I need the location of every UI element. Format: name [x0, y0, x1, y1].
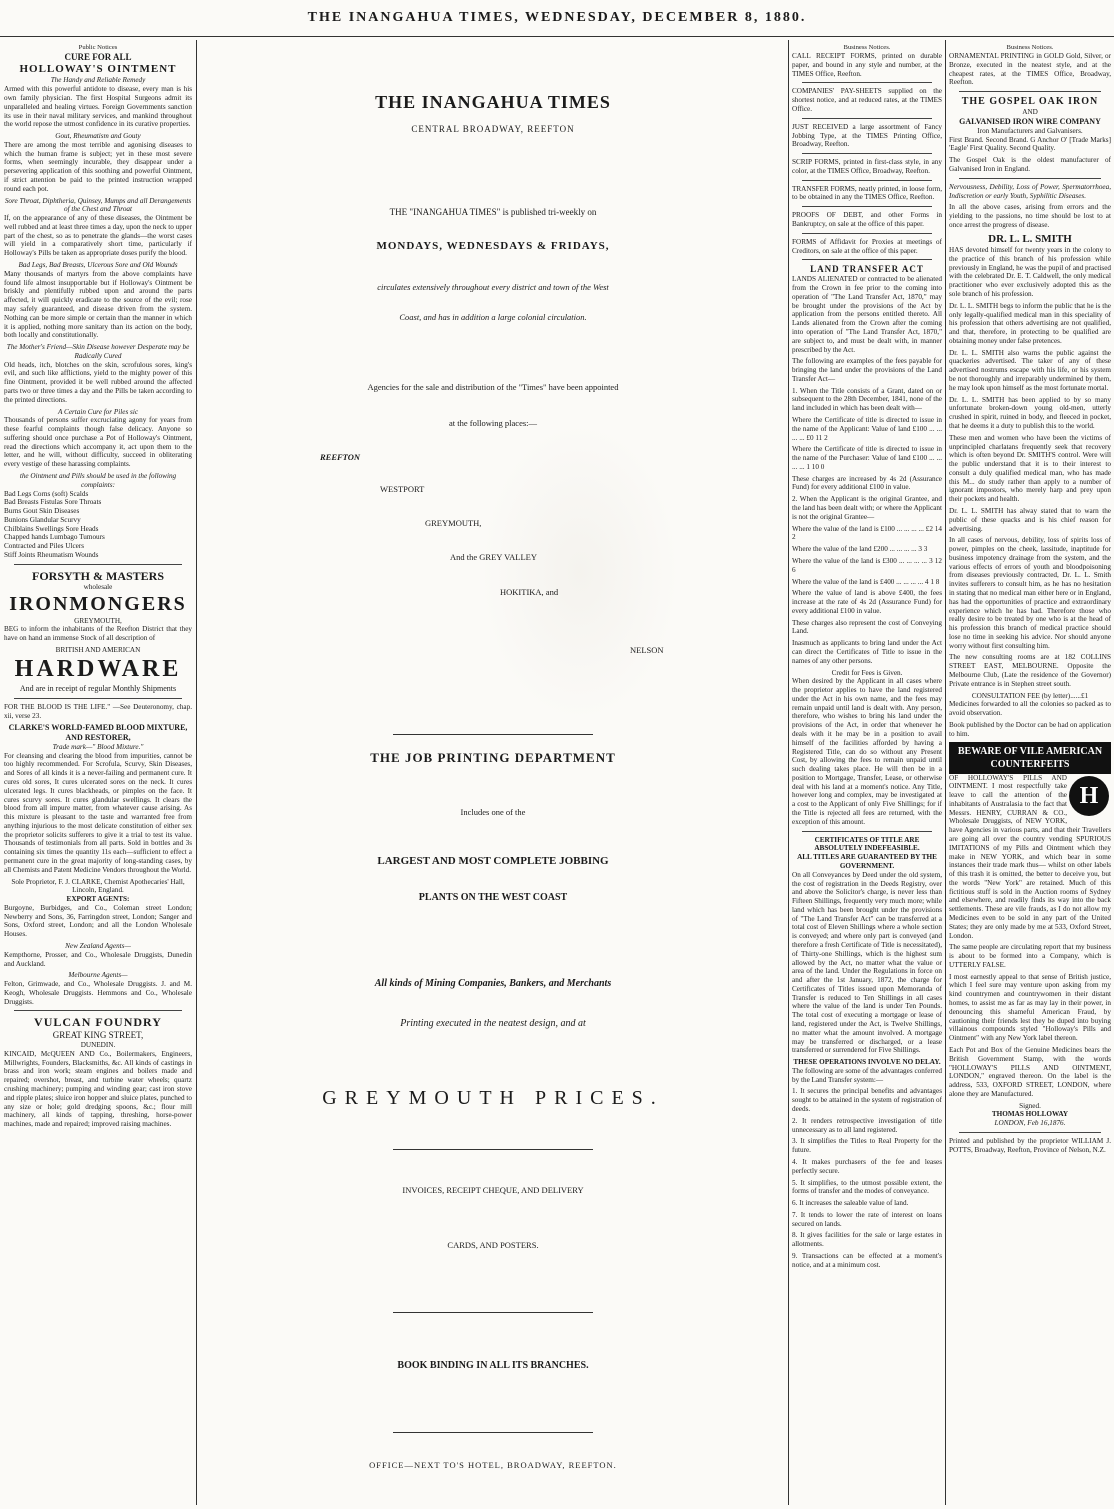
largest-line: LARGEST AND MOST COMPLETE JOBBING: [377, 855, 609, 867]
advantage-item: 9. Transactions can be effected at a moment's notice, and at a minimum cost.: [792, 1251, 942, 1269]
book-binding-line: BOOK BINDING IN ALL ITS BRANCHES.: [397, 1360, 589, 1371]
business-notices-column-1: [792, 44, 942, 1506]
call-receipt-notice: CALL RECEIPT FORMS, printed on durable paper, and bound in any style and number, at the TIMES Office, Reefton.: [792, 52, 942, 78]
fee-row: 2. When the Applicant is the original Grantee, and the land has been dealt with; or where the Applicant is not the original Grantee—: [792, 495, 942, 521]
no-delay-heading: THESE OPERATIONS INVOLVE NO DELAY.: [793, 1058, 941, 1067]
credit-heading: Credit for Fees is Given.: [831, 668, 903, 677]
brands-line: First Brand. Second Brand. G Anchor O' [Trade Marks] 'Eagle' First Quality. Second Quality.: [949, 135, 1111, 153]
invoices-line: INVOICES, RECEIPT CHEQUE, AND DELIVERY: [402, 1185, 584, 1195]
sole-proprietor: Sole Proprietor, F. J. CLARKE, Chemist Apothecaries' Hall, Lincoln, England.: [11, 877, 185, 895]
melbourne-agents-list: Felton, Grimwade, and Co., Wholesale Druggists. J. and M. Keogh, Wholesale Druggists. Hemmons and Co., Wholesale Druggists.: [4, 980, 192, 1006]
advantage-item: 1. It secures the principal benefits and advantages sought to be attained in the system of registration of deeds.: [792, 1087, 942, 1114]
complaint-row: Chapped hands Lumbago Tumours: [4, 533, 105, 542]
beware-banner: BEWARE OF VILE AMERICAN COUNTERFEITS: [949, 742, 1111, 774]
handy-subheading: The Handy and Reliable Remedy: [50, 76, 146, 85]
times-advertisement: [200, 42, 786, 1502]
and-label: AND: [1022, 108, 1038, 117]
dr-smith-paragraph-3: Dr. L. L. SMITH also warns the public against the quackeries advertised. The taker of any of these advertised nostrums escape with his life, or his system be not thoroughly and irreparably undermined by them, he may look upon himself as the most fortunate mortal.: [949, 348, 1111, 392]
dr-smith-paragraph-1: HAS devoted himself for twenty years in the colony to the practice of this branch of his profession while previously in England, he was the pupil of and practised with the celebrated Dr. E. T. Caldwell, the only medical practitioner who ever exclusively adopted this as the sole branch of his profession.: [949, 246, 1111, 298]
dr-smith-paragraph-5: These men and women who have been the victims of unprincipled charlatans frequently seek that recovery which is often beyond Dr. SMITH'S control. Were will the public understand that it is to their interest to consult a duly qualified medical man, who has made this M... do study rather than apply to a number of ignorant impostors, who merely harp and prey upon their pockets and health.: [949, 433, 1111, 504]
divider-4: [200, 1420, 786, 1438]
circulates-line: circulates extensively throughout every district and town of the West: [377, 282, 609, 292]
place-reefton: REEFTON: [320, 452, 360, 462]
affidavit-forms-notice: FORMS of Affidavit for Proxies at meetings of Creditors, on sale at the office of this paper.: [792, 237, 942, 255]
vulcan-foundry-heading: VULCAN FOUNDRY: [34, 1015, 162, 1030]
cure-heading: CURE FOR ALL: [64, 52, 132, 63]
guarantee-paragraph: On all Conveyances by Deed under the old system, the cost of registration in the Deeds Registry, over and above the Solicitor's charge, is never less than Fifteen Shillings, frequently very much more; while land which has been brought under the provisions of "The Land Transfer Act" can be transferred at a total cost of Eleven Shillings where a whole section is conveyed; and where only part is conveyed (and therefore a fresh Certificate of Title is necessitated), of Thirty-one Shillings, which is the highest sum allowed by the Act, no matter what the value or area of the land. Under the Regulations in force on and after the 1st January, 1872, the charge for Certificates of Titles issued upon Memoranda of Transfer is reduced to Ten Shillings in all cases where the value of the land is under Ten Pounds. The total cost of executing a mortgage or lease of land, registered under the Act, is Twelve Shillings, no matter what the amount involved. A mortgage may be transferred or discharged, or a lease transferred or surrendered for Five Shillings.: [792, 870, 942, 1055]
vulcan-paragraph: KINCAID, McQUEEN AND Co., Boilermakers, Engineers, Millwrights, Founders, Blacksmiths, &c. All kinds of castings in brass and iron work; steam engines and boilers made and repaired; overshot, breast, and turbine water wheels; quartz crushing machinery; pumping and winding gear; cast iron stove and ripple plates; sluice iron hopper and sluice plates, punched to any size or hole; gold dredging spoons, &c.; flour mill machinery, all kinds of tapping, threshing, horse-power machines, made and repaired; improved raising machines.: [4, 1049, 192, 1129]
greymouth-prices: GREYMOUTH PRICES.: [322, 1087, 664, 1109]
place-westport: WESTPORT: [380, 484, 425, 494]
bad-legs-subheading: Bad Legs, Bad Breasts, Ulcerous Sore and Old Wounds: [18, 261, 178, 270]
fee-row: Where the Certificate of title is directed to issue in the name of the Purchaser: Value of land £100 ... ... ... ... 1 10 0: [792, 445, 942, 471]
ironmongers-heading: IRONMONGERS: [9, 593, 187, 616]
galvanised-heading: GALVANISED IRON WIRE COMPANY: [959, 117, 1101, 127]
credit-paragraph: When desired by the Applicant in all cases where the proprietor applies to have the land registered under the Act in his own name, and the fees may remain unpaid until land is dealt with. Any person, therefore, who wishes to bring his land under the provisions of the Act, in order that whenever he deals with it he may be in a position to avail himself of the facilities afforded by having a Registered Title, can do so without any Present Cost, by allowing the fees to remain unpaid until such dealing takes place. He will then be in a position to Mortgage, Transfer, Lease, or otherwise deal with his land at a moment's notice. Any Title, however long and complex, may be investigated at a cost to the Applicant of only Five Shillings; for if the Title is rejected all fees are returned, with the exception of this amount.: [792, 677, 942, 826]
column-rule-1: [196, 40, 197, 1505]
medicines-forwarded: Medicines forwarded to all the colonies so packed as to avoid observation.: [949, 700, 1111, 718]
places-intro: at the following places:—: [448, 418, 538, 428]
holloway-warning-1: OF HOLLOWAY'S PILLS AND OINTMENT. I most respectfully take leave to call the attention of the inhabitants of Australasia to the fact that Messrs. HENRY, CURRAN & CO., Wholesale Druggists, of NEW YORK, have Agencies in various parts, and that their Travellers are going all over the country vending SPURIOUS IMITATIONS of my Pills and Ointment which they make in NEW YORK, and which bear in some instances their trade mark thus— whilst on other labels of this trash it is omitted, the better to deceive you, but the words "New York" are retained. Much of this fictitious stuff is sold in the Auction rooms of Sydney and elsewhere, and readily finds its way into the back settlements. These are vile frauds, as I do not allow my Medicines even to be sold in any part of the United States; they are only made by me at 533, Oxford Street, London.: [949, 773, 1111, 940]
fees-intro: The following are examples of the fees payable for bringing the land under the provisions of the Land Transfer Act—: [792, 357, 942, 383]
dunedin-label: DUNEDIN.: [80, 1041, 116, 1050]
london-date: LONDON, Feb 16,1876.: [994, 1119, 1066, 1128]
pay-sheets-notice: COMPANIES' PAY-SHEETS supplied on the shortest notice, and at reduced rates, at the TIMES Office.: [792, 87, 942, 113]
certificates-heading: CERTIFICATES OF TITLE ARE ABSOLUTELY INDEFEASIBLE.: [814, 835, 920, 853]
trade-mark-label: Trade mark—" Blood Mixture.": [52, 742, 144, 751]
left-column: [4, 44, 192, 1506]
office-line: OFFICE—NEXT TO'S HOTEL, BROADWAY, REEFTON.: [369, 1460, 617, 1470]
column-rule-3: [945, 40, 946, 1505]
coast-line: Coast, and has in addition a large colonial circulation.: [399, 312, 587, 322]
holloway-paragraph-3: If, on the appearance of any of these diseases, the Ointment be well rubbed and at least three times a day, upon the neck to upper part of the chest, so as to penetrate the glands—the worst cases will yield in a comparatively short time, particularly if Holloway's Pills be taken as appropriate doses purify the blood.: [4, 214, 192, 258]
lands-alienated-paragraph: LANDS ALIENATED or contracted to be alienated from the Crown in fee prior to the coming into operation of "The Land Transfer Act, 1870," may be brought under the provisions of the Act by application from the persons entitled thereto. All Lands alienated from the Crown after the coming into operation of "The Land Transfer Act, 1870," are subject to, and must be dealt with, in manner prescribed by the Act.: [792, 275, 942, 354]
divider-2: [200, 1137, 786, 1155]
fee-row: These charges are increased by 4s 2d (Assurance Fund) for every additional £100 in value.: [792, 474, 942, 492]
complaint-row: Contracted and Piles Ulcers: [4, 542, 85, 551]
ornamental-printing-notice: ORNAMENTAL PRINTING in GOLD Gold, Silver, or Bronze, executed in the neatest style, and at the cheapest rates, at the TIMES Office, Broadway, Reefton.: [949, 52, 1111, 87]
cards-line: CARDS, AND POSTERS.: [447, 1240, 539, 1250]
gospel-oak-claim: The Gospel Oak is the oldest manufacturer of Galvanised Iron in England.: [949, 156, 1111, 173]
divider-1: [200, 722, 786, 740]
place-grey-valley: And the GREY VALLEY: [450, 552, 537, 562]
complaints-list: [4, 490, 192, 560]
agencies-line: Agencies for the sale and distribution of the "Times" have been appointed: [367, 382, 619, 392]
job-printing-heading: THE JOB PRINTING DEPARTMENT: [370, 750, 616, 765]
advantage-item: 5. It simplifies, to the utmost possible extent, the forms of transfer and the modes of conveyance.: [792, 1178, 942, 1196]
gout-subheading: Gout, Rheumatism and Gouty: [55, 132, 141, 141]
wholesale-label: wholesale: [83, 583, 113, 592]
advantage-item: 8. It gives facilities for the sale or large estates in allotments.: [792, 1231, 942, 1249]
advantages-intro: The following are some of the advantages conferred by the Land Transfer system:—: [792, 1066, 942, 1084]
great-king-street: GREAT KING STREET,: [52, 1030, 144, 1041]
book-published: Book published by the Doctor can be had on application to him.: [949, 720, 1111, 738]
printing-line: Printing executed in the neatest design, and at: [400, 1018, 586, 1029]
paper-stain: [480, 422, 680, 722]
greymouth-label: GREYMOUTH,: [74, 616, 122, 625]
nervous-heading: Nervousness, Debility, Loss of Power, Spermatorrhoea, Indiscretion or early Youth, Syphilitic Diseases.: [949, 182, 1111, 200]
holloway-paragraph-1: Armed with this powerful antidote to disease, every man is his own family physician. The first Hospital Surgeons admit its unparalleled and healing virtues. Foreign Governments sanction its use in their naval military services, and mankind throughout the world repose the utmost confidence in its curative properties.: [4, 85, 192, 129]
consultation-fee: CONSULTATION FEE (by letter)......£1: [971, 691, 1089, 700]
mothers-friend-subheading: The Mother's Friend—Skin Disease however Desperate may be Radically Cured: [6, 343, 190, 360]
holloway-warning-4: Each Pot and Box of the Genuine Medicines bears the British Government Stamp, with the words "HOLLOWAY'S PILLS AND OINTMENT, LONDON," engraved thereon. On the label is the address, 533, OXFORD STREET, LONDON, where alone they are Manufactured.: [949, 1045, 1111, 1098]
complaint-row: Bad Breasts Fistulas Sore Throats: [4, 498, 102, 507]
fee-row: Where the value of the land is £300 ... ... ... ... 3 12 6: [792, 556, 942, 574]
holloway-warning-3: I most earnestly appeal to that sense of British justice, which I feel sure may venture upon asking from my kind countrymen and countrywomen in their distant homes, to assist me as far as may lay in their power, in denouncing this shameful American Fraud, by cautioning their friends lest they be duped into buying villainous compounds styled "Holloway's Pills and Ointment" with any New York label thereon.: [949, 972, 1111, 1043]
iron-manufacturers: Iron Manufacturers and Galvanisers.: [977, 126, 1083, 135]
forsyth-paragraph: BEG to inform the inhabitants of the Reefton District that they have on hand an immense Stock of all description of: [4, 625, 192, 643]
advantage-item: 6. It increases the saleable value of land.: [792, 1199, 909, 1208]
place-hokitika: HOKITIKA, and: [500, 587, 559, 597]
fee-schedule: [792, 387, 942, 637]
advantage-item: 4. It makes purchasers of the fee and leases perfectly secure.: [792, 1157, 942, 1175]
complaints-heading: the Ointment and Pills should be used in the following complaints:: [19, 472, 177, 489]
thomas-holloway-signature: THOMAS HOLLOWAY: [991, 1110, 1069, 1119]
mining-line: All kinds of Mining Companies, Bankers, and Merchants: [374, 978, 612, 989]
nz-agents-heading: New Zealand Agents—: [65, 942, 131, 950]
fee-row: 1. When the Title consists of a Grant, dated on or subsequent to the 28th December, 1841, none of the land included in which has been dealt with—: [792, 386, 942, 413]
advantages-list: [792, 1087, 942, 1269]
export-agents-heading: EXPORT AGENTS:: [66, 895, 130, 904]
melbourne-agents-heading: Melbourne Agents—: [68, 971, 128, 980]
complaint-row: Burns Gout Skin Diseases: [4, 507, 80, 516]
nz-agents-list: Kempthorne, Prosser, and Co., Wholesale Druggists, Dunedin and Auckland.: [4, 950, 192, 968]
times-address: CENTRAL BROADWAY, REEFTON: [411, 124, 575, 134]
includes-line: Includes one of the: [460, 807, 526, 817]
piles-subheading: A Certain Cure for Piles sic: [57, 407, 139, 416]
sore-throat-subheading: Sore Throat, Diphtheria, Quinsey, Mumps and all Derangements of the Chest and Throat: [4, 196, 192, 214]
dr-smith-paragraph-6: Dr. L. L. SMITH has alway stated that to warn the public of these quacks and is his chief reason for advertising.: [949, 506, 1111, 533]
public-notices-heading: Public Notices: [78, 44, 118, 51]
plants-line: PLANTS ON THE WEST COAST: [418, 892, 568, 903]
forsyth-masters-heading: FORSYTH & MASTERS: [31, 568, 165, 583]
holloway-trademark-icon: H: [1069, 776, 1109, 816]
printed-by-notice: Printed and published by the proprietor WILLIAM J. POTTS, Broadway, Reefton, Province of Nelson, N.Z.: [949, 1136, 1111, 1154]
holloway-warning-2: The same people are circulating report that my business is about to be formed into a Company, which is UTTERLY FALSE.: [949, 943, 1111, 969]
land-transfer-heading: LAND TRANSFER ACT: [810, 264, 924, 275]
advantage-item: 3. It simplifies the Titles to Real Property for the future.: [792, 1137, 942, 1155]
fee-row: Where the value of the land is £100 ... ... ... ... £2 14 2: [792, 524, 942, 542]
hardware-heading: HARDWARE: [14, 655, 182, 682]
times-title: THE INANGAHUA TIMES: [375, 92, 611, 112]
published-line: THE "INANGAHUA TIMES" is published tri-weekly on: [389, 207, 597, 217]
proofs-of-debt-notice: PROOFS OF DEBT, and other Forms in Bankruptcy, on sale at the office of this paper.: [792, 211, 942, 228]
complaint-row: Bad Legs Corns (soft) Scalds: [4, 489, 89, 498]
fee-row: Where the Certificate of title is directed to issue in the name of the Applicant: Value of land £100 ... ... ... ... £0 11 2: [792, 416, 942, 442]
business-notices-column-2: [949, 44, 1111, 1506]
business-notices-heading: Business Notices.: [843, 44, 891, 51]
signed-label: Signed.: [1019, 1101, 1041, 1110]
holloway-paragraph-4: Many thousands of martyrs from the above complaints have found life almost insupportable but if Holloway's Ointment be briskly and plentifully rubbed upon and around the parts affected, it will quickly eradicate to the source of the evil; rose may safely guaranteed, and disease driven from the system. Nothing can be more simple or certain than the manner in which it is applied, nothing more sanitary than its action on the body, both locally and constitutionally.: [4, 269, 192, 340]
dr-smith-paragraph-7: In all cases of nervous, debility, loss of spirits loss of power, pimples on the cheek, lassitude, inaptitude for business impotency drainage from the system, and the various effects of errors of youth and bloodpoisoning from diseases previously contracted, Dr. L. L. Smith invites sufferers to consult him, as he has no hesitation in stating that no medical man either here or in England, has had the opportunities of practice and extraordinary experience which he has had. Therefore those who really desire to be treated by one who is at the head of his profession this branch of medical practice should lose no time in seeking his advice. Nor should anyone worry without first consulting him.: [949, 536, 1111, 650]
fee-row: These charges also represent the cost of Conveying Land.: [792, 618, 942, 636]
blood-quote: FOR THE BLOOD IS THE LIFE." —See Deuteronomy, chap. xii, verse 23.: [4, 702, 192, 720]
divider-3: [200, 1300, 786, 1318]
dr-smith-paragraph-2: Dr. L. L. SMITH begs to inform the public that he is the only legally-qualified medical man in this speciality of his profession that others advertising are not qualified, and that, therefore, in protecting to be qualified are obtaining money under false pretences.: [949, 301, 1111, 345]
dr-smith-heading: DR. L. L. SMITH: [988, 232, 1072, 245]
transfer-forms-notice: TRANSFER FORMS, neatly printed, in loose form, to be obtained in any the TIMES Office, Reefton.: [792, 184, 942, 202]
dr-smith-paragraph-4: Dr. L. L. SMITH has been applied to by so many unfortunate broken-down young old-men, utterly crushed in spirit, ruined in body, and fleeced in pocket, that he deems it a duty to publish this to the world.: [949, 395, 1111, 430]
top-rule: [0, 36, 1114, 37]
complaint-row: Chilblains Swellings Sore Heads: [4, 524, 99, 533]
masthead: THE INANGAHUA TIMES, WEDNESDAY, DECEMBER 8, 1880.: [307, 10, 807, 25]
place-greymouth: GREYMOUTH,: [425, 518, 482, 528]
fee-row: Where the value of the land £200 ... ... ... ... 3 3: [792, 545, 928, 554]
clarkes-heading: CLARKE'S WORLD-FAMED BLOOD MIXTURE, AND RESTORER,: [8, 723, 188, 743]
fee-row: Where the value of land is above £400, the fees increase at the rate of 4s 2d (Assurance Fund) for every additional £100 in value.: [792, 589, 942, 615]
inasmuch-paragraph: Inasmuch as applicants to bring land under the Act can direct the Certificates of Title to issue in the names of any other persons.: [792, 639, 942, 665]
holloway-paragraph-6: Thousands of persons suffer excruciating agony for years from these fearful complaints though false delicacy. Anyone so suffering should once purchase a Pot of Holloway's Ointment, read the directions which accompany it, act upon them to the letter, and he will, without difficulty, succeed in obliterating every vestige of these harassing complaints.: [4, 416, 192, 469]
business-notices-heading-2: Business Notices.: [1006, 44, 1054, 51]
monthly-shipments-label: And are in receipt of regular Monthly Shipments: [19, 684, 177, 693]
fee-row: Where the value of the land is £400 ... ... ... ... 4 1 8: [792, 577, 940, 586]
export-agents-list: Burgoyne, Burbidges, and Co., Coleman street London; Newberry and Sons, 36, Farringdon street, London; Sanger and Sons, Oxford street, London; and all the London Wholesale Houses.: [4, 903, 192, 939]
complaint-row: Bunions Glandular Scurvy: [4, 515, 81, 524]
just-received-notice: JUST RECEIVED a large assortment of Fancy Jobbing Type, at the TIMES Printing Office, Broadway, Reefton.: [792, 122, 942, 149]
holloway-heading: HOLLOWAY'S OINTMENT: [19, 63, 177, 75]
nervous-paragraph: In all the above cases, arising from errors and the yielding to the passions, no time should be lost to at once arrest the progress of disease.: [949, 203, 1111, 229]
guaranteed-heading: ALL TITLES ARE GUARANTEED BY THE GOVERNMENT.: [797, 853, 937, 870]
complaint-row: Stiff Joints Rheumatism Wounds: [4, 551, 99, 560]
scrip-forms-notice: SCRIP FORMS, printed in first-class style, in any color, at the TIMES Office, Broadway, Reefton.: [792, 158, 942, 175]
holloway-paragraph-2: There are among the most terrible and agonising diseases to which the human frame is subject; yet in these most severe forms, when seemingly incurable, they disappear under a persevering application of this soothing and powerful Ointment, if strict attention be paid to the printed instruction wrapped round each pot.: [4, 140, 192, 193]
gospel-oak-heading: THE GOSPEL OAK IRON: [961, 96, 1099, 108]
british-american-label: BRITISH AND AMERICAN: [55, 645, 141, 654]
consulting-rooms: The new consulting rooms are at 182 COLLINS STREET EAST, MELBOURNE. Opposite the Melbourne Club, (Late the residence of the Governor) Private entrance is in Stephen street south.: [949, 653, 1111, 688]
clarke-paragraph: For cleansing and clearing the blood from impurities, cannot be too highly recommended. For Scrofula, Scurvy, Skin Diseases, and Sores of all kinds it is a never-failing and permanent cure. It cures old sores, It cures ulcerated sores on the neck. It cures ulcerated legs. It cures blackheads, or pimples on the face. It cures scurvy sores. It cures glandular swellings. It clears the blood from all impure matter, from whatever cause arising. As this mixture is pleasant to the taste and warranted free from anything injurious to the most delicate constitution of either sex the proprietor solicits sufferers to give it a trial to test its value. Thousands of testimonials from all parts. Sold in bottles and 3s containing six times the quantity 11s each—sufficient to effect a permanent cure in the great majority of long-standing cases, by all Chemists and Patent Medicine Vendors throughout the World.: [4, 751, 192, 874]
column-rule-2: [788, 40, 789, 1505]
advantage-item: 2. It renders retrospective investigation of title unnecessary as to all land registered.: [792, 1116, 942, 1134]
advantage-item: 7. It tends to lower the rate of interest on loans secured on lands.: [792, 1210, 942, 1228]
holloway-paragraph-5: Old heads, itch, blotches on the skin, scrofulous sores, king's evil, and such like afflictions, yield to the mighty power of this fine Ointment, provided it be well rubbed around the affected parts two or three times a day and the Pills be taken according to the printed directions.: [4, 360, 192, 404]
days-line: MONDAYS, WEDNESDAYS & FRIDAYS,: [376, 240, 610, 252]
place-nelson: NELSON: [630, 645, 664, 655]
